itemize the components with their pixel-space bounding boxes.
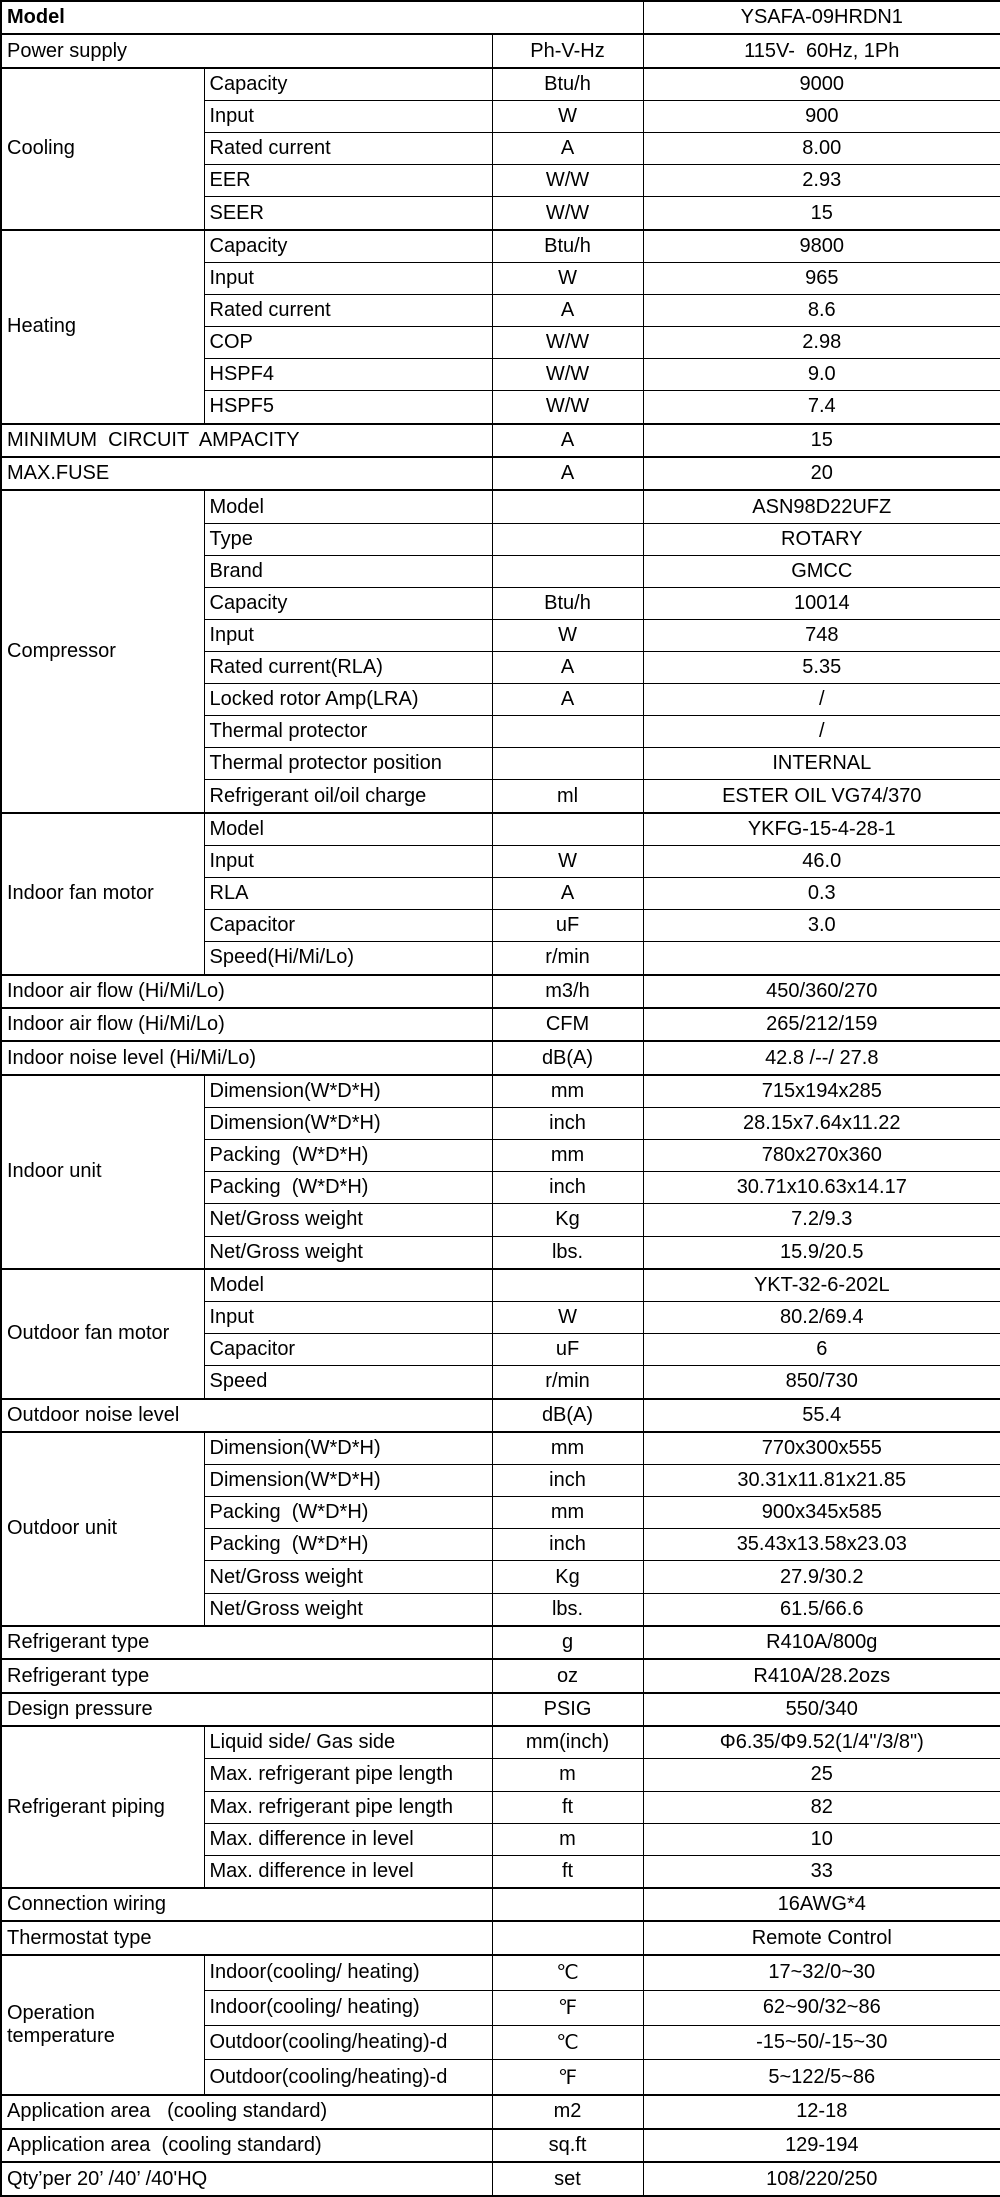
label-cell: Input <box>204 620 492 652</box>
value-cell: 62~90/32~86 <box>643 1990 1000 2025</box>
unit-cell: A <box>492 295 643 327</box>
unit-cell: dB(A) <box>492 1041 643 1074</box>
unit-cell: set <box>492 2162 643 2196</box>
value-cell: ROTARY <box>643 523 1000 555</box>
value-cell: 850/730 <box>643 1366 1000 1399</box>
value-cell: 748 <box>643 620 1000 652</box>
label-cell: Speed <box>204 1366 492 1399</box>
unit-cell: ft <box>492 1791 643 1823</box>
unit-cell: ℉ <box>492 2060 643 2095</box>
unit-cell: uF <box>492 910 643 942</box>
value-cell: 5.35 <box>643 652 1000 684</box>
unit-cell: W/W <box>492 197 643 230</box>
label-cell: Rated current(RLA) <box>204 652 492 684</box>
label-cell: Application area (cooling standard) <box>1 2129 492 2162</box>
value-cell: R410A/28.2ozs <box>643 1659 1000 1692</box>
value-cell: 28.15x7.64x11.22 <box>643 1108 1000 1140</box>
label-cell: Speed(Hi/Mi/Lo) <box>204 942 492 975</box>
label-cell: Thermal protector position <box>204 748 492 780</box>
value-cell: 129-194 <box>643 2129 1000 2162</box>
unit-cell: sq.ft <box>492 2129 643 2162</box>
value-cell: 450/360/270 <box>643 975 1000 1008</box>
label-cell: Packing (W*D*H) <box>204 1172 492 1204</box>
unit-cell: lbs. <box>492 1593 643 1626</box>
unit-cell: g <box>492 1626 643 1659</box>
value-cell: 25 <box>643 1759 1000 1791</box>
unit-cell: W/W <box>492 391 643 424</box>
unit-cell: W <box>492 262 643 294</box>
label-cell: Outdoor(cooling/heating)-d <box>204 2025 492 2060</box>
value-cell: 30.31x11.81x21.85 <box>643 1465 1000 1497</box>
value-cell: 33 <box>643 1855 1000 1888</box>
value-cell: 3.0 <box>643 910 1000 942</box>
unit-cell: r/min <box>492 942 643 975</box>
label-cell: Dimension(W*D*H) <box>204 1075 492 1108</box>
value-cell: 42.8 /--/ 27.8 <box>643 1041 1000 1074</box>
unit-cell: W/W <box>492 359 643 391</box>
value-cell: 10014 <box>643 587 1000 619</box>
unit-cell <box>492 748 643 780</box>
label-cell: Net/Gross weight <box>204 1593 492 1626</box>
unit-cell <box>492 555 643 587</box>
value-cell: 27.9/30.2 <box>643 1561 1000 1593</box>
unit-cell: Ph-V-Hz <box>492 34 643 67</box>
label-cell: Net/Gross weight <box>204 1204 492 1236</box>
unit-cell: Kg <box>492 1204 643 1236</box>
label-cell: Indoor noise level (Hi/Mi/Lo) <box>1 1041 492 1074</box>
table-row <box>1 230 1000 263</box>
group-cell: Operation temperature <box>1 1955 204 2095</box>
table-row <box>1 457 1000 490</box>
label-cell: SEER <box>204 197 492 230</box>
value-cell: 780x270x360 <box>643 1140 1000 1172</box>
value-cell: 0.3 <box>643 878 1000 910</box>
label-cell: HSPF5 <box>204 391 492 424</box>
label-cell: Outdoor noise level <box>1 1399 492 1432</box>
table-row <box>1 2095 1000 2128</box>
unit-cell: Kg <box>492 1561 643 1593</box>
table-row <box>1 1041 1000 1074</box>
value-cell: 82 <box>643 1791 1000 1823</box>
unit-cell: A <box>492 133 643 165</box>
value-cell: 6 <box>643 1334 1000 1366</box>
unit-cell: inch <box>492 1465 643 1497</box>
unit-cell: inch <box>492 1172 643 1204</box>
unit-cell <box>492 1269 643 1302</box>
value-cell: 8.00 <box>643 133 1000 165</box>
value-cell: 7.4 <box>643 391 1000 424</box>
label-cell: Rated current <box>204 295 492 327</box>
value-cell: 16AWG*4 <box>643 1888 1000 1921</box>
unit-cell: m3/h <box>492 975 643 1008</box>
label-cell: Qty’per 20’ /40’ /40'HQ <box>1 2162 492 2196</box>
group-cell: Heating <box>1 230 204 424</box>
unit-cell: A <box>492 457 643 490</box>
label-cell: Power supply <box>1 34 492 67</box>
value-cell: 9.0 <box>643 359 1000 391</box>
unit-cell: A <box>492 684 643 716</box>
value-cell: 900 <box>643 101 1000 133</box>
label-cell: Refrigerant oil/oil charge <box>204 780 492 813</box>
label-cell: Capacitor <box>204 910 492 942</box>
unit-cell: oz <box>492 1659 643 1692</box>
value-cell: INTERNAL <box>643 748 1000 780</box>
unit-cell: CFM <box>492 1008 643 1041</box>
value-cell: 12-18 <box>643 2095 1000 2128</box>
unit-cell: m <box>492 1823 643 1855</box>
unit-cell <box>492 523 643 555</box>
table-row <box>1 813 1000 846</box>
unit-cell: A <box>492 424 643 457</box>
value-cell: 15 <box>643 424 1000 457</box>
table-row <box>1 68 1000 101</box>
table-row <box>1 1888 1000 1921</box>
table-row <box>1 1693 1000 1726</box>
unit-cell <box>492 1921 643 1954</box>
table-row <box>1 1626 1000 1659</box>
label-cell: Brand <box>204 555 492 587</box>
label-cell: Input <box>204 262 492 294</box>
group-cell: Refrigerant piping <box>1 1726 204 1888</box>
unit-cell: ℉ <box>492 1990 643 2025</box>
value-cell: 715x194x285 <box>643 1075 1000 1108</box>
table-row <box>1 1659 1000 1692</box>
label-cell: Dimension(W*D*H) <box>204 1465 492 1497</box>
group-cell: Indoor fan motor <box>1 813 204 975</box>
unit-cell: m2 <box>492 2095 643 2128</box>
table-row <box>1 2162 1000 2196</box>
label-cell: HSPF4 <box>204 359 492 391</box>
label-cell: Net/Gross weight <box>204 1561 492 1593</box>
unit-cell: mm <box>492 1497 643 1529</box>
label-cell: Dimension(W*D*H) <box>204 1432 492 1465</box>
label-cell: Thermal protector <box>204 716 492 748</box>
label-cell: Model <box>204 490 492 523</box>
label-cell: Packing (W*D*H) <box>204 1497 492 1529</box>
table-row <box>1 2129 1000 2162</box>
unit-cell: W <box>492 1302 643 1334</box>
table-row <box>1 1399 1000 1432</box>
value-cell: 2.98 <box>643 327 1000 359</box>
label-cell: Dimension(W*D*H) <box>204 1108 492 1140</box>
label-cell: Max. refrigerant pipe length <box>204 1759 492 1791</box>
table-row <box>1 34 1000 67</box>
label-cell: Model <box>204 1269 492 1302</box>
value-cell: ESTER OIL VG74/370 <box>643 780 1000 813</box>
label-cell: MAX.FUSE <box>1 457 492 490</box>
value-cell: 20 <box>643 457 1000 490</box>
label-cell: Packing (W*D*H) <box>204 1140 492 1172</box>
unit-cell: ℃ <box>492 2025 643 2060</box>
table-row <box>1 424 1000 457</box>
value-cell: GMCC <box>643 555 1000 587</box>
label-cell: Connection wiring <box>1 1888 492 1921</box>
unit-cell: inch <box>492 1529 643 1561</box>
label-cell: Net/Gross weight <box>204 1236 492 1269</box>
label-cell: Input <box>204 101 492 133</box>
label-cell: Thermostat type <box>1 1921 492 1954</box>
value-cell: 61.5/66.6 <box>643 1593 1000 1626</box>
value-cell: 108/220/250 <box>643 2162 1000 2196</box>
unit-cell <box>492 490 643 523</box>
value-cell: 17~32/0~30 <box>643 1955 1000 1990</box>
group-cell: Outdoor fan motor <box>1 1269 204 1399</box>
label-cell: Indoor air flow (Hi/Mi/Lo) <box>1 1008 492 1041</box>
label-cell: Liquid side/ Gas side <box>204 1726 492 1759</box>
unit-cell <box>492 813 643 846</box>
unit-cell: ml <box>492 780 643 813</box>
unit-cell: ℃ <box>492 1955 643 1990</box>
label-cell: Model <box>1 1 643 34</box>
value-cell: YKFG-15-4-28-1 <box>643 813 1000 846</box>
table-row <box>1 1 1000 34</box>
value-cell: 46.0 <box>643 846 1000 878</box>
unit-cell: mm(inch) <box>492 1726 643 1759</box>
unit-cell: Btu/h <box>492 230 643 263</box>
unit-cell: ft <box>492 1855 643 1888</box>
unit-cell <box>492 1888 643 1921</box>
unit-cell: r/min <box>492 1366 643 1399</box>
label-cell: EER <box>204 165 492 197</box>
value-cell: 10 <box>643 1823 1000 1855</box>
label-cell: Rated current <box>204 133 492 165</box>
unit-cell: A <box>492 878 643 910</box>
unit-cell: W/W <box>492 165 643 197</box>
label-cell: Capacity <box>204 587 492 619</box>
table-row <box>1 1726 1000 1759</box>
table-row <box>1 1921 1000 1954</box>
value-cell: 9800 <box>643 230 1000 263</box>
unit-cell: A <box>492 652 643 684</box>
table-row <box>1 1075 1000 1108</box>
value-cell: 770x300x555 <box>643 1432 1000 1465</box>
value-cell <box>643 942 1000 975</box>
label-cell: Type <box>204 523 492 555</box>
value-cell: 115V- 60Hz, 1Ph <box>643 34 1000 67</box>
value-cell: Remote Control <box>643 1921 1000 1954</box>
label-cell: RLA <box>204 878 492 910</box>
label-cell: Max. refrigerant pipe length <box>204 1791 492 1823</box>
unit-cell: uF <box>492 1334 643 1366</box>
label-cell: Application area (cooling standard) <box>1 2095 492 2128</box>
table-row <box>1 1269 1000 1302</box>
value-cell: 55.4 <box>643 1399 1000 1432</box>
unit-cell: mm <box>492 1075 643 1108</box>
table-row <box>1 490 1000 523</box>
label-cell: Capacity <box>204 230 492 263</box>
value-cell: / <box>643 716 1000 748</box>
label-cell: Indoor air flow (Hi/Mi/Lo) <box>1 975 492 1008</box>
value-cell: 900x345x585 <box>643 1497 1000 1529</box>
unit-cell: m <box>492 1759 643 1791</box>
value-cell: Φ6.35/Φ9.52(1/4"/3/8") <box>643 1726 1000 1759</box>
value-cell: YSAFA-09HRDN1 <box>643 1 1000 34</box>
group-cell: Compressor <box>1 490 204 812</box>
label-cell: Input <box>204 846 492 878</box>
unit-cell: lbs. <box>492 1236 643 1269</box>
label-cell: Capacity <box>204 68 492 101</box>
value-cell: 2.93 <box>643 165 1000 197</box>
value-cell: 5~122/5~86 <box>643 2060 1000 2095</box>
unit-cell: W <box>492 101 643 133</box>
label-cell: MINIMUM CIRCUIT AMPACITY <box>1 424 492 457</box>
label-cell: Indoor(cooling/ heating) <box>204 1955 492 1990</box>
label-cell: COP <box>204 327 492 359</box>
label-cell: Input <box>204 1302 492 1334</box>
table-row <box>1 1008 1000 1041</box>
unit-cell: W/W <box>492 327 643 359</box>
unit-cell: Btu/h <box>492 68 643 101</box>
value-cell: 15 <box>643 197 1000 230</box>
value-cell: / <box>643 684 1000 716</box>
table-row <box>1 975 1000 1008</box>
value-cell: ASN98D22UFZ <box>643 490 1000 523</box>
label-cell: Packing (W*D*H) <box>204 1529 492 1561</box>
value-cell: 550/340 <box>643 1693 1000 1726</box>
value-cell: 265/212/159 <box>643 1008 1000 1041</box>
label-cell: Max. difference in level <box>204 1855 492 1888</box>
unit-cell: W <box>492 846 643 878</box>
group-cell: Indoor unit <box>1 1075 204 1269</box>
label-cell: Locked rotor Amp(LRA) <box>204 684 492 716</box>
unit-cell: inch <box>492 1108 643 1140</box>
unit-cell: Btu/h <box>492 587 643 619</box>
unit-cell: W <box>492 620 643 652</box>
label-cell: Design pressure <box>1 1693 492 1726</box>
value-cell: 80.2/69.4 <box>643 1302 1000 1334</box>
value-cell: 7.2/9.3 <box>643 1204 1000 1236</box>
value-cell: 30.71x10.63x14.17 <box>643 1172 1000 1204</box>
label-cell: Model <box>204 813 492 846</box>
value-cell: 8.6 <box>643 295 1000 327</box>
table-row <box>1 1955 1000 1990</box>
label-cell: Capacitor <box>204 1334 492 1366</box>
value-cell: YKT-32-6-202L <box>643 1269 1000 1302</box>
unit-cell: mm <box>492 1140 643 1172</box>
label-cell: Max. difference in level <box>204 1823 492 1855</box>
table-row <box>1 1432 1000 1465</box>
unit-cell: mm <box>492 1432 643 1465</box>
unit-cell: dB(A) <box>492 1399 643 1432</box>
value-cell: 9000 <box>643 68 1000 101</box>
unit-cell: PSIG <box>492 1693 643 1726</box>
value-cell: 35.43x13.58x23.03 <box>643 1529 1000 1561</box>
group-cell: Cooling <box>1 68 204 230</box>
value-cell: 965 <box>643 262 1000 294</box>
group-cell: Outdoor unit <box>1 1432 204 1626</box>
label-cell: Refrigerant type <box>1 1626 492 1659</box>
value-cell: 15.9/20.5 <box>643 1236 1000 1269</box>
label-cell: Refrigerant type <box>1 1659 492 1692</box>
value-cell: -15~50/-15~30 <box>643 2025 1000 2060</box>
spec-table-body <box>1 1 1000 2196</box>
unit-cell <box>492 716 643 748</box>
label-cell: Indoor(cooling/ heating) <box>204 1990 492 2025</box>
value-cell: R410A/800g <box>643 1626 1000 1659</box>
label-cell: Outdoor(cooling/heating)-d <box>204 2060 492 2095</box>
